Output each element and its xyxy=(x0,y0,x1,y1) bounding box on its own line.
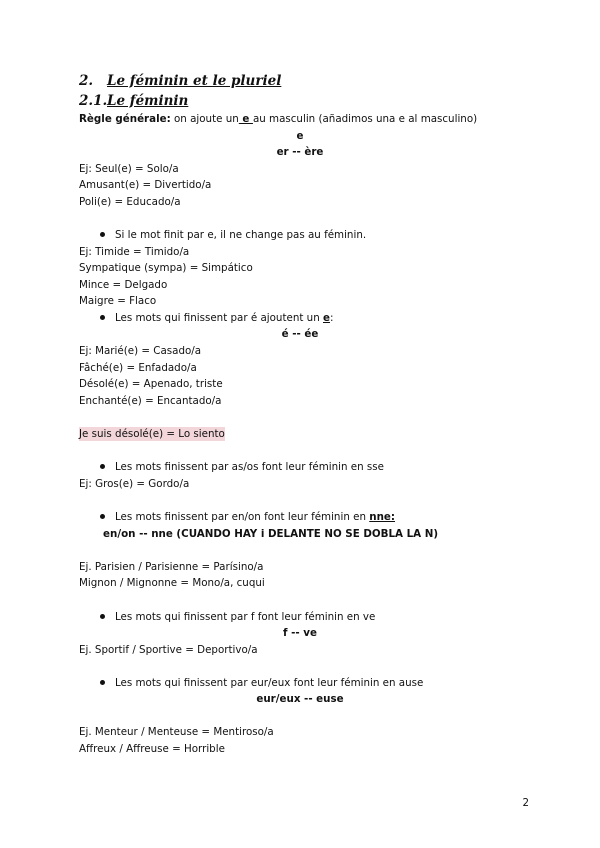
rule-nne: en/on -- nne (CUANDO HAY i DELANTE NO SE DOBLA LA N) xyxy=(103,528,439,540)
section-title: Le féminin et le pluriel xyxy=(107,73,282,89)
bullet-item xyxy=(100,610,375,624)
rule-ve: f -- ve xyxy=(283,627,317,639)
example-line: Mince = Delgado xyxy=(79,279,168,291)
bullet-icon xyxy=(100,510,115,524)
general-rule-text: on ajoute un xyxy=(170,113,239,125)
section-number: 2. xyxy=(79,73,94,89)
bullet-text: Les mots qui finissent par eur/eux font leur féminin en ause xyxy=(115,677,424,689)
bullet-icon xyxy=(100,228,115,242)
bullet-text: Les mots finissent par en/on font leur féminin en xyxy=(115,511,370,523)
bullet-icon xyxy=(100,676,115,690)
bullet-item xyxy=(100,676,423,690)
bullet-text: Si le mot finit par e, il ne change pas au féminin. xyxy=(115,229,367,241)
example-line: Affreux / Affreuse = Horrible xyxy=(79,743,225,755)
general-rule-e: e xyxy=(238,113,253,125)
example-line: Poli(e) = Educado/a xyxy=(79,196,181,208)
rule-ee: é -- ée xyxy=(281,328,319,340)
page-number: 2 xyxy=(522,797,529,809)
example-line: Ej: Timide = Timido/a xyxy=(79,246,190,258)
example-line: Fâché(e) = Enfadado/a xyxy=(79,362,197,374)
bullet-text: Les mots finissent par as/os font leur féminin en sse xyxy=(115,461,384,473)
bullet-icon xyxy=(100,460,115,474)
bullet-icon xyxy=(100,311,115,325)
general-rule xyxy=(79,112,477,126)
example-line: Ej. Sportif / Sportive = Deportivo/a xyxy=(79,644,258,656)
section-number: 2.1. xyxy=(79,93,108,109)
bullet-text-e: e xyxy=(323,312,330,324)
section-title: Le féminin xyxy=(107,93,189,109)
section-heading-2-1 xyxy=(79,92,188,110)
highlighted-phrase-text: Je suis désolé(e) = Lo siento xyxy=(79,428,225,440)
bullet-item xyxy=(100,228,366,242)
general-rule-text-end: au masculin (añadimos una e al masculino) xyxy=(252,113,478,125)
bullet-text-nne: nne: xyxy=(369,511,396,523)
bullet-text: Les mots qui finissent par f font leur féminin en ve xyxy=(115,611,376,623)
rule-e: e xyxy=(296,130,304,142)
example-line: Maigre = Flaco xyxy=(79,295,157,307)
rule-er: er -- ère xyxy=(276,146,324,158)
highlighted-phrase xyxy=(79,427,225,441)
bullet-item xyxy=(100,311,333,325)
example-line: Ej: Gros(e) = Gordo/a xyxy=(79,478,190,490)
bullet-item xyxy=(100,460,384,474)
example-line: Ej: Marié(e) = Casado/a xyxy=(79,345,202,357)
section-heading-2 xyxy=(79,72,281,90)
rule-euse: eur/eux -- euse xyxy=(256,693,344,705)
bullet-item xyxy=(100,510,395,524)
example-line: Amusant(e) = Divertido/a xyxy=(79,179,212,191)
example-line: Sympatique (sympa) = Simpático xyxy=(79,262,253,274)
bullet-text: Les mots qui finissent par é ajoutent un xyxy=(115,312,323,324)
example-line: Désolé(e) = Apenado, triste xyxy=(79,378,223,390)
general-rule-label: Règle générale: xyxy=(79,113,171,125)
example-line: Mignon / Mignonne = Mono/a, cuqui xyxy=(79,577,265,589)
example-line: Ej. Menteur / Menteuse = Mentiroso/a xyxy=(79,726,274,738)
bullet-icon xyxy=(100,610,115,624)
example-line: Enchanté(e) = Encantado/a xyxy=(79,395,222,407)
example-line: Ej. Parisien / Parisienne = Parísino/a xyxy=(79,561,264,573)
bullet-text-end: : xyxy=(329,312,334,324)
example-line: Ej: Seul(e) = Solo/a xyxy=(79,163,179,175)
